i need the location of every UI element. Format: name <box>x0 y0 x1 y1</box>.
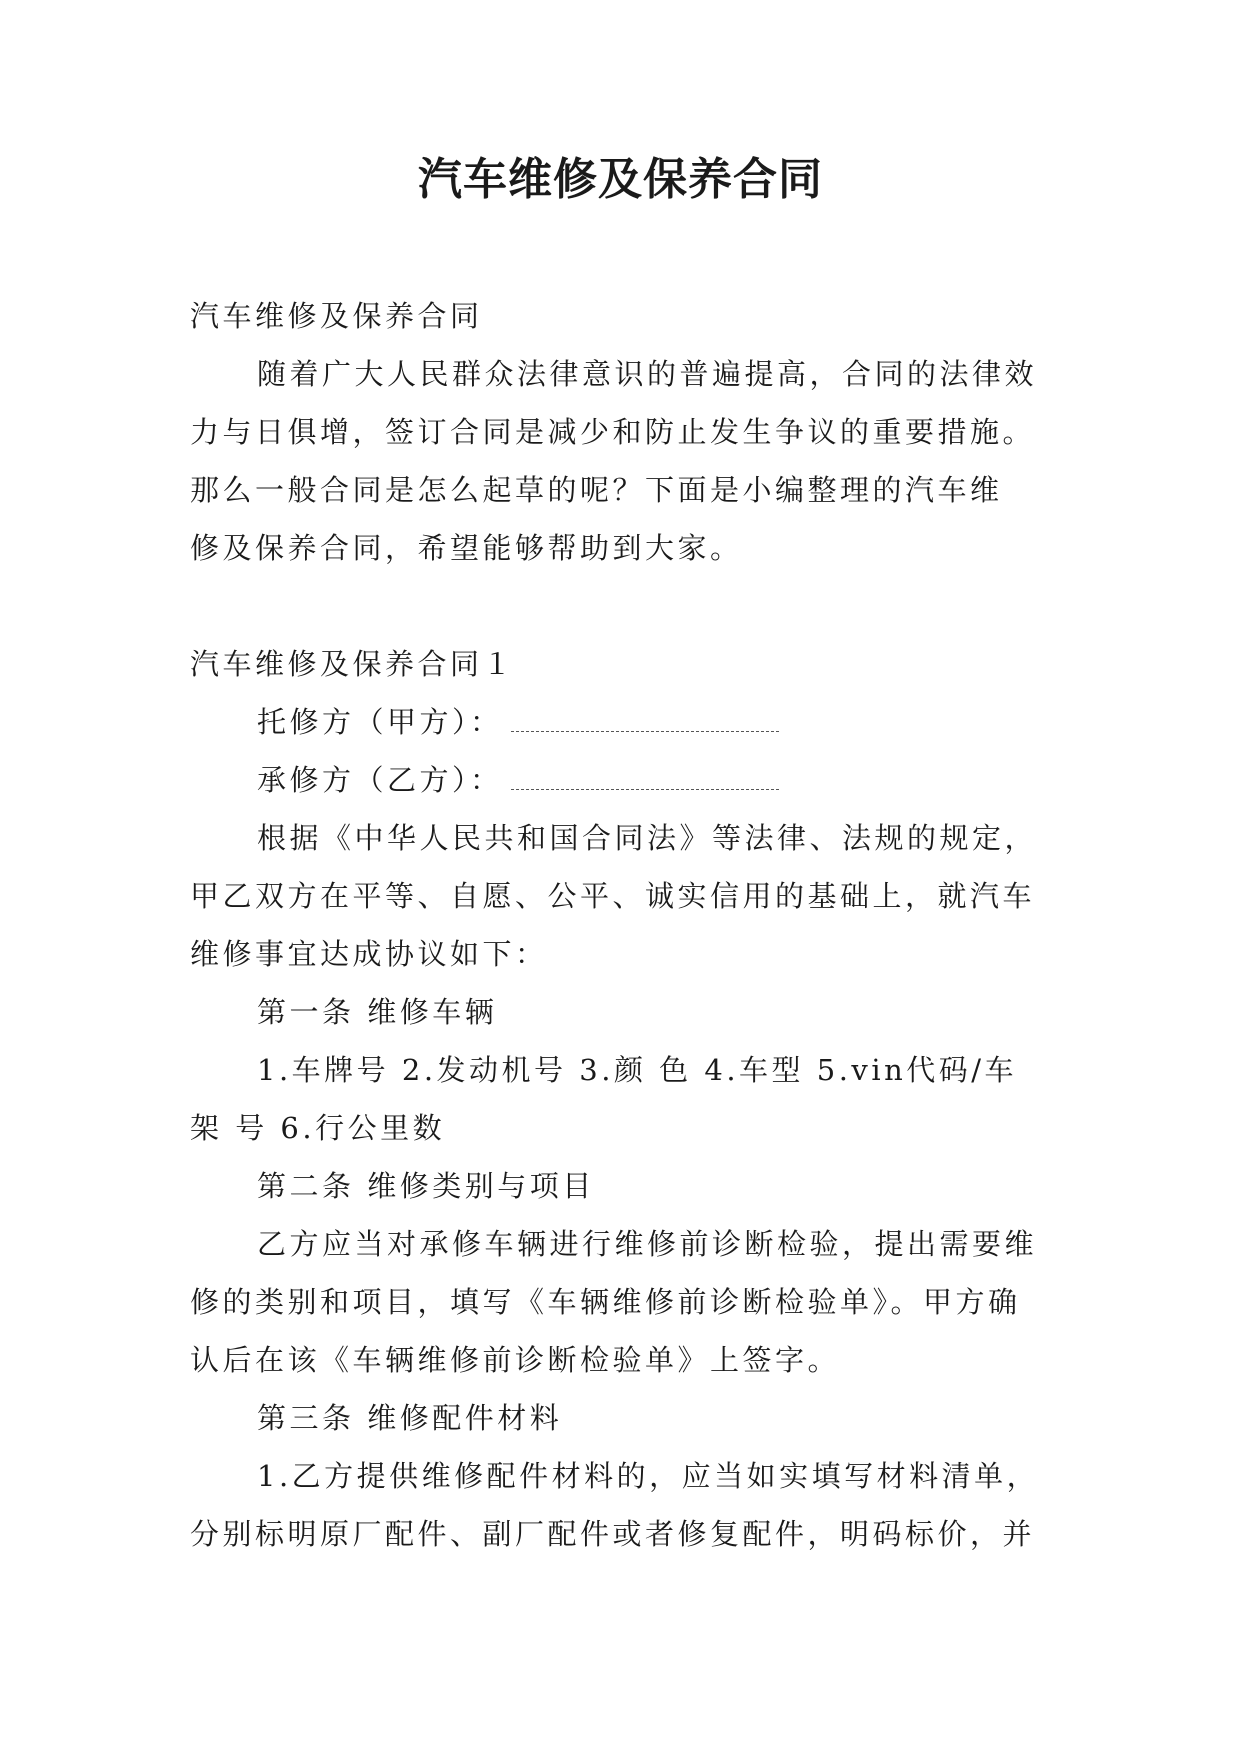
intro-heading: 汽车维修及保养合同 <box>190 299 483 333</box>
party-b-line <box>190 751 1060 809</box>
article-3-line-2: 分别标明原厂配件、副厂配件或者修复配件，明码标价，并 <box>190 1517 1036 1551</box>
intro-line-2: 力与日俱增，签订合同是减少和防止发生争议的重要措施。 <box>190 415 1036 449</box>
party-b-blank <box>511 765 779 790</box>
article-2-title: 第二条 维修类别与项目 <box>257 1169 595 1203</box>
article-2-line-2: 修的类别和项目，填写《车辆维修前诊断检验单》。甲方确 <box>190 1285 1021 1319</box>
article-1-line-1: 1.车牌号 2.发动机号 3.颜 色 4.车型 5.vin代码/车 <box>257 1053 1018 1087</box>
article-1-title: 第一条 维修车辆 <box>257 995 498 1029</box>
party-a-line <box>190 693 1060 751</box>
document-title: 汽车维修及保养合同 <box>418 154 823 205</box>
intro-line-1: 随着广大人民群众法律意识的普遍提高，合同的法律效 <box>257 357 1038 391</box>
contract-heading: 汽车维修及保养合同１ <box>190 647 516 681</box>
article-2-line-3: 认后在该《车辆维修前诊断检验单》上签字。 <box>190 1343 841 1377</box>
party-b-label: 承修方（乙方）： <box>257 763 503 797</box>
article-3-line-1: 1.乙方提供维修配件材料的，应当如实填写材料清单， <box>257 1459 1040 1493</box>
section-gap <box>190 577 1060 635</box>
document-body <box>190 287 1060 1563</box>
preamble-line-1: 根据《中华人民共和国合同法》等法律、法规的规定， <box>257 821 1038 855</box>
article-3-title: 第三条 维修配件材料 <box>257 1401 563 1435</box>
intro-line-3: 那么一般合同是怎么起草的呢？下面是小编整理的汽车维 <box>190 473 1003 507</box>
preamble-line-3: 维修事宜达成协议如下： <box>190 937 548 971</box>
article-2-line-1: 乙方应当对承修车辆进行维修前诊断检验，提出需要维 <box>257 1227 1038 1261</box>
intro-line-4: 修及保养合同，希望能够帮助到大家。 <box>190 531 743 565</box>
preamble-line-2: 甲乙双方在平等、自愿、公平、诚实信用的基础上，就汽车 <box>190 879 1036 913</box>
article-1-line-2: 架 号 6.行公里数 <box>190 1111 446 1145</box>
party-a-blank <box>511 707 779 732</box>
party-a-label: 托修方（甲方）： <box>257 705 503 739</box>
